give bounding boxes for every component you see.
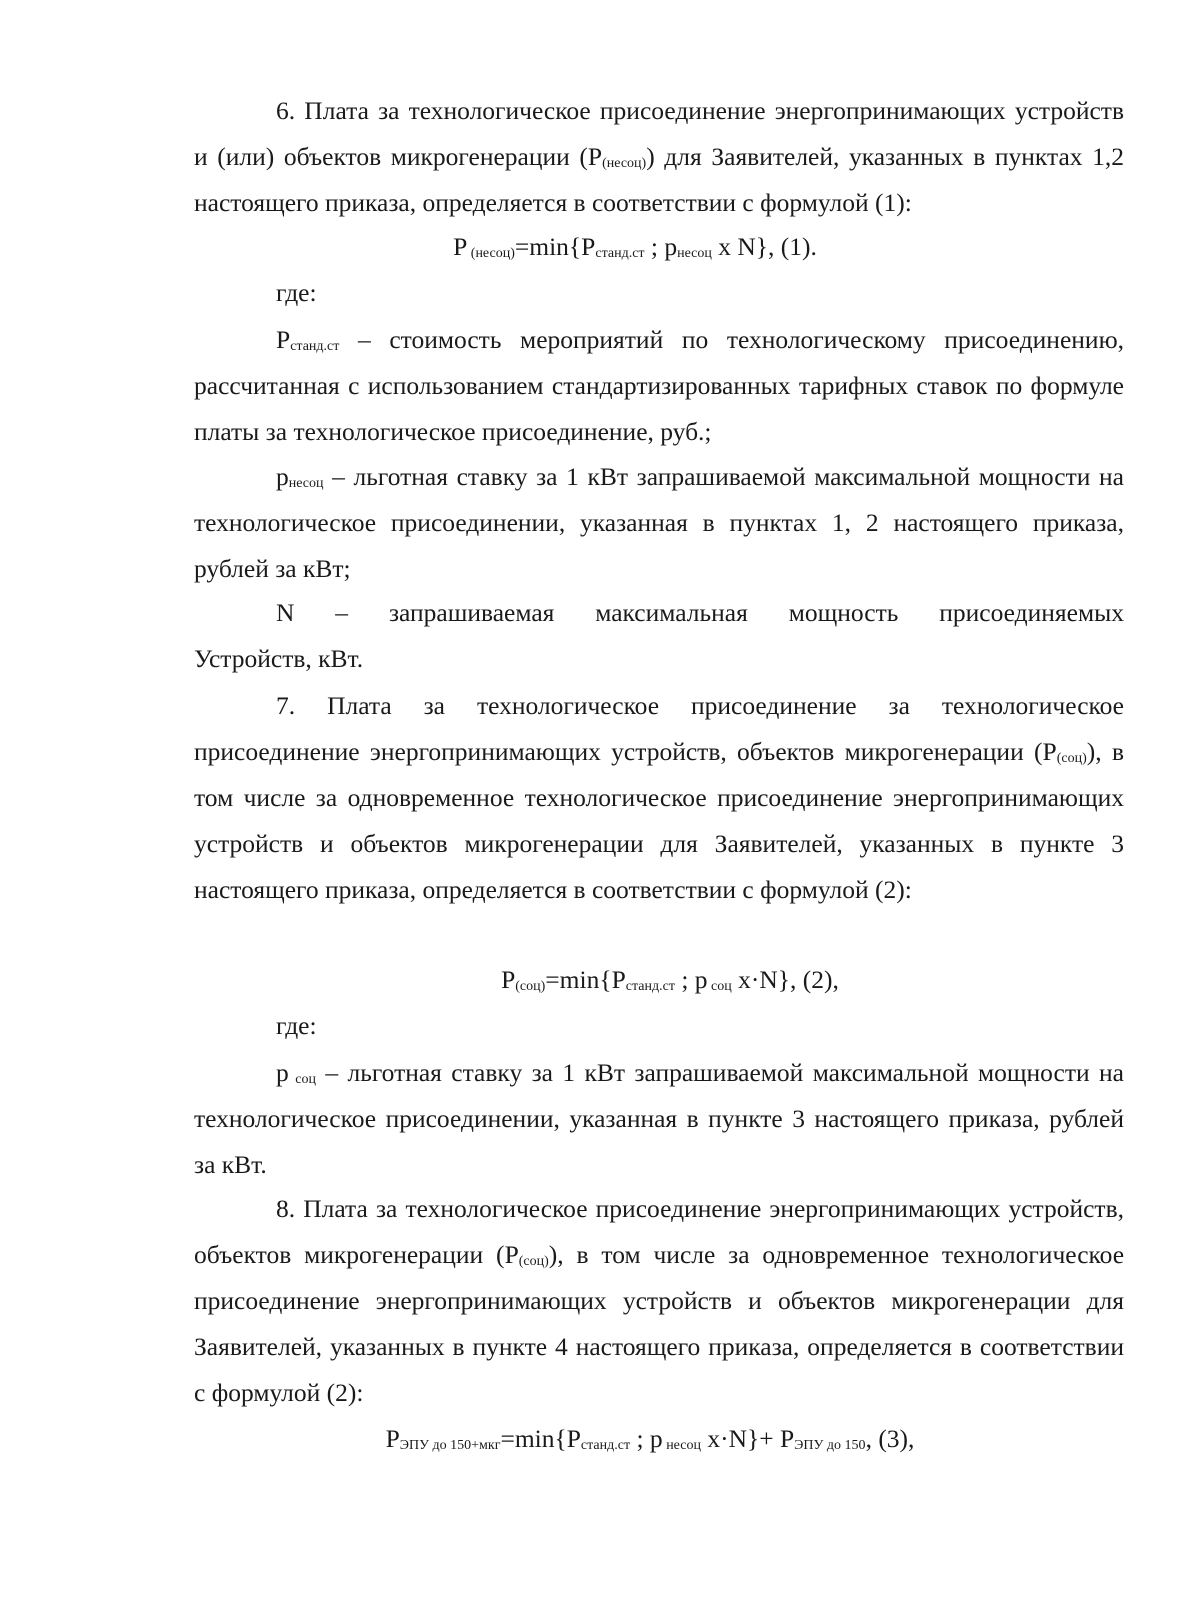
paragraph-number: 6. xyxy=(276,96,296,125)
formula-2: $Р_{(соц)}=\min\{Р_{станд.ст}$ ; р $_{соц}$ х·N}, (2), xyxy=(501,965,839,994)
definition-n-line1: N – запрашиваемая максимальная мощность присоединяемых xyxy=(276,598,1124,627)
formula-1: Р $_{(несоц)}=\min\{Р_{станд.ст}$ ; $р_{несоц}$ х N}, (1). xyxy=(453,232,817,261)
definition-n-line2: Устройств, кВт. xyxy=(194,644,364,673)
definition-p-soc: р $_{соц}$ – льготная ставку за 1 кВт запрашиваемой максимальной мощности на технологическое присоединении, указанная в пункте 3 настоящего приказа, рублей за кВт. xyxy=(194,1058,1124,1179)
where-label-2: где: xyxy=(276,1011,317,1040)
paragraph-8: 8. Плата за технологическое присоединение энергопринимающих устройств, объектов микрогенерации $(Р_{(соц)})$, в том числе за одновременное технологическое присоединение энергопринимающих устройств и объектов микрогенерации для Заявителей, указанных в пункте 4 настоящего приказа, определяется в соответствии с формулой (2): xyxy=(194,1194,1125,1407)
paragraph-number: 8. xyxy=(276,1194,296,1223)
formula-3: $Р_{ЭПУ до 150+мкг}=\min\{Р_{станд.ст}$ ; р $_{несоц}$ $х\cdot N\}+ Р_{ЭПУ до 150}$, (3), xyxy=(385,1424,915,1453)
definition-p-stand: $Р_{станд.ст}$ – стоимость мероприятий по технологическому присоединению, рассчитанная с использованием стандартизированных тарифных ставок по формуле платы за технологическое присоединение, руб.; xyxy=(194,325,1124,446)
paragraph-number: 7. xyxy=(276,691,296,720)
paragraph-6: 6. Плата за технологическое присоединение энергопринимающих устройств и (или) объектов микрогенерации $(Р_{(несоц)})$ для Заявителей, указанных в пунктах 1,2 настоящего приказа, определяется в соответствии с формулой (1): xyxy=(194,96,1124,217)
where-label-1: где: xyxy=(276,278,317,307)
definition-p-nesoc: $р_{несоц}$ – льготная ставку за 1 кВт запрашиваемой максимальной мощности на технологическое присоединении, указанная в пунктах 1, 2 настоящего приказа, рублей за кВт; xyxy=(194,462,1124,583)
paragraph-7: 7. Плата за технологическое присоединение за технологическое присоединение энергопринимающих устройств, объектов микрогенерации $(Р_{(соц)})$, в том числе за одновременное технологическое присоединение энергопринимающих устройств и объектов микрогенерации для Заявителей, указанных в пункте 3 настоящего приказа, определяется в соответствии с формулой (2): xyxy=(194,691,1124,904)
